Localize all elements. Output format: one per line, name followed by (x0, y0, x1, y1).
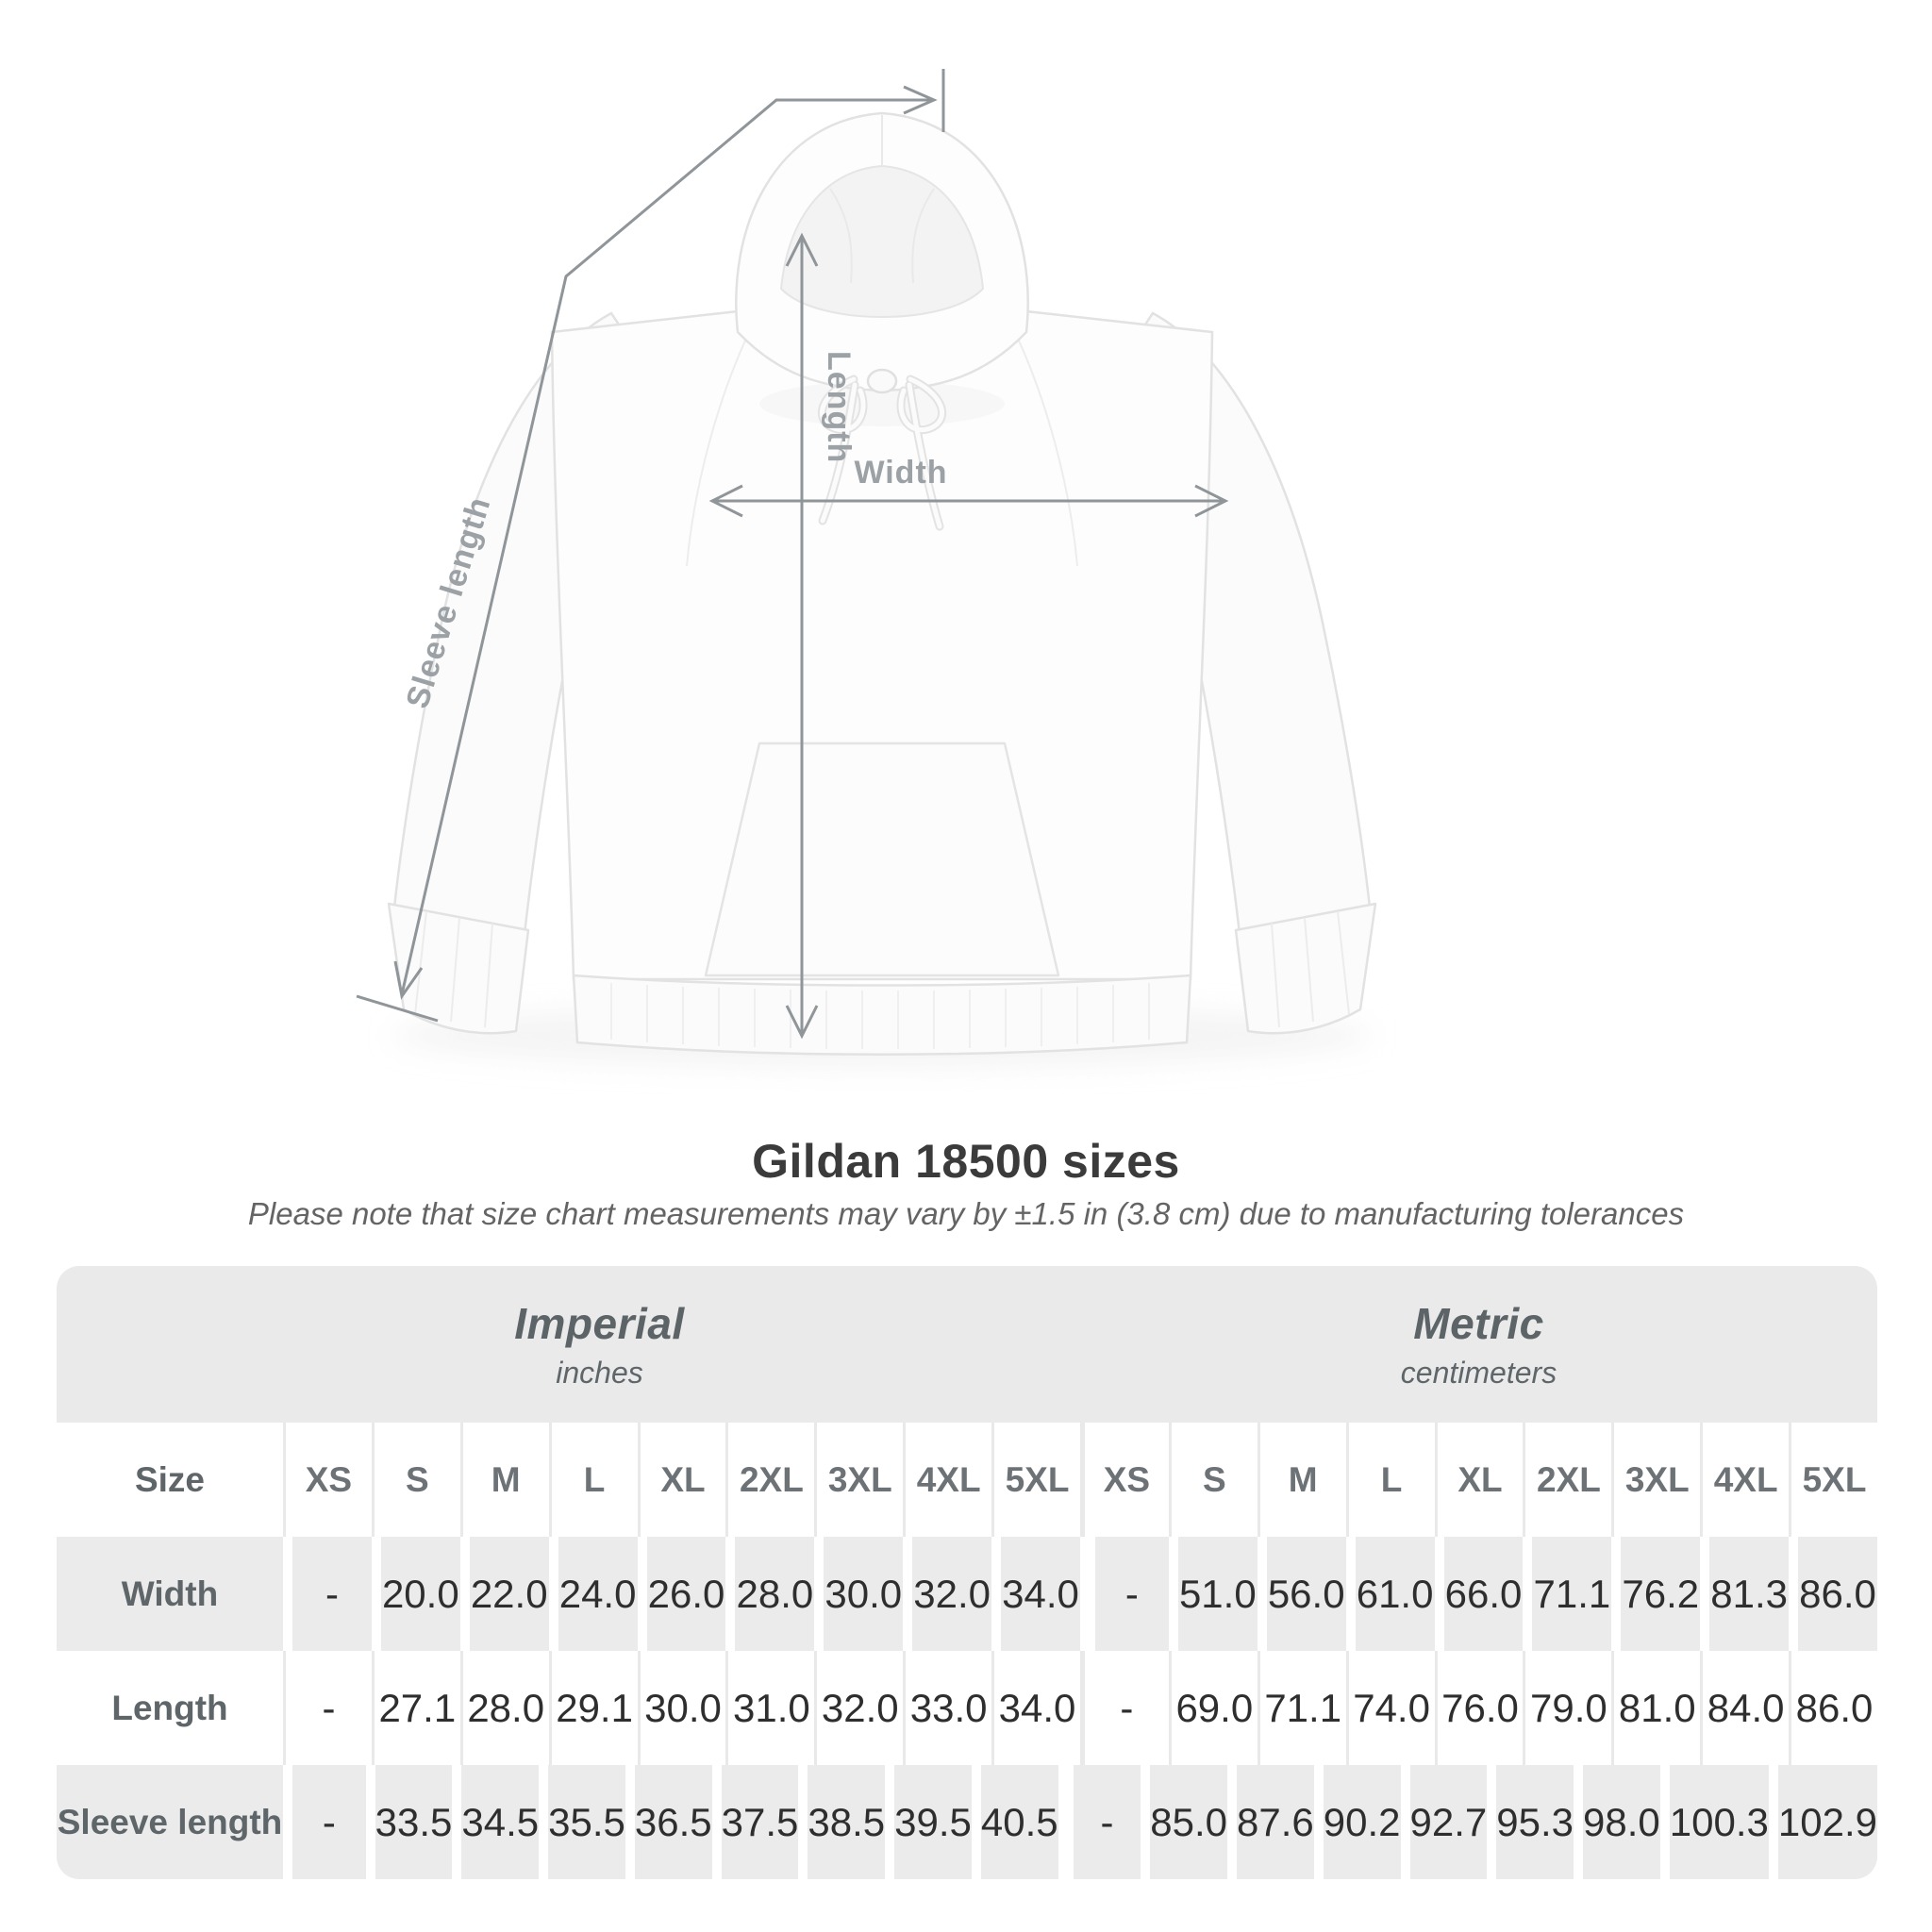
value-cell: 38.5 (798, 1765, 885, 1879)
value-cell: - (1080, 1537, 1169, 1651)
value-cell: 27.1 (372, 1651, 460, 1765)
value-cell: 29.1 (549, 1651, 638, 1765)
metric-title: Metric (1413, 1299, 1544, 1348)
value-cell: - (1080, 1651, 1169, 1765)
size-col-header: XS (283, 1423, 372, 1537)
size-col-header: XS (1080, 1423, 1169, 1537)
width-label: Width (854, 455, 948, 491)
value-cell: 37.5 (712, 1765, 799, 1879)
value-cell: 84.0 (1700, 1651, 1789, 1765)
value-cell: 98.0 (1574, 1765, 1660, 1879)
size-col-header: 2XL (725, 1423, 814, 1537)
value-cell: 100.3 (1660, 1765, 1769, 1879)
value-cell: 30.0 (814, 1537, 903, 1651)
value-cell: 76.2 (1611, 1537, 1700, 1651)
value-cell: 102.9 (1769, 1765, 1877, 1879)
length-label: Length (821, 351, 857, 464)
value-cell: 92.7 (1401, 1765, 1488, 1879)
value-cell: 95.3 (1487, 1765, 1574, 1879)
value-cell: 76.0 (1435, 1651, 1524, 1765)
hem-band (574, 975, 1191, 1055)
value-cell: 86.0 (1789, 1537, 1877, 1651)
size-col-header: M (460, 1423, 549, 1537)
value-cell: 32.0 (814, 1651, 903, 1765)
table-row-length (57, 1651, 1877, 1765)
value-cell: 34.0 (991, 1651, 1080, 1765)
value-cell: 74.0 (1346, 1651, 1435, 1765)
size-col-header: 3XL (814, 1423, 903, 1537)
value-cell: 32.0 (903, 1537, 991, 1651)
value-cell: 33.5 (366, 1765, 453, 1879)
size-col-header: XL (638, 1423, 726, 1537)
value-cell: 34.0 (991, 1537, 1080, 1651)
value-cell: 81.0 (1611, 1651, 1700, 1765)
value-cell: 69.0 (1169, 1651, 1257, 1765)
row-label: Sleeve length (57, 1802, 283, 1841)
size-col-header: 2XL (1523, 1423, 1611, 1537)
size-col-header: 4XL (903, 1423, 991, 1537)
value-cell: 40.5 (972, 1765, 1058, 1879)
value-cell: 81.3 (1700, 1537, 1789, 1651)
row-label: Length (111, 1688, 228, 1727)
value-cell: 39.5 (885, 1765, 972, 1879)
value-cell: 51.0 (1169, 1537, 1257, 1651)
value-cell: 35.5 (539, 1765, 625, 1879)
metric-section-header (1080, 1266, 1877, 1423)
size-col-header: S (372, 1423, 460, 1537)
value-cell: 34.5 (452, 1765, 539, 1879)
size-header-row (57, 1423, 1877, 1537)
value-cell: 20.0 (372, 1537, 460, 1651)
size-col-header: M (1257, 1423, 1346, 1537)
value-cell: 24.0 (549, 1537, 638, 1651)
value-cell: 28.0 (725, 1537, 814, 1651)
value-cell: 71.1 (1257, 1651, 1346, 1765)
value-cell: 61.0 (1346, 1537, 1435, 1651)
value-cell: 90.2 (1314, 1765, 1401, 1879)
size-col-header: 4XL (1700, 1423, 1789, 1537)
imperial-unit: inches (556, 1356, 643, 1390)
value-cell: 30.0 (638, 1651, 726, 1765)
size-col-header: S (1169, 1423, 1257, 1537)
page-subtitle: Please note that size chart measurements may vary by ±1.5 in (3.8 cm) due to manufacturing tolerances (247, 1196, 1685, 1231)
size-col-header: L (1346, 1423, 1435, 1537)
row-label: Width (121, 1574, 219, 1613)
value-cell: - (283, 1537, 372, 1651)
value-cell: - (1058, 1765, 1141, 1879)
value-cell: 71.1 (1523, 1537, 1611, 1651)
imperial-title: Imperial (514, 1299, 685, 1348)
value-cell: 28.0 (460, 1651, 549, 1765)
value-cell: 86.0 (1789, 1651, 1877, 1765)
value-cell: 56.0 (1257, 1537, 1346, 1651)
size-col-header: 5XL (991, 1423, 1080, 1537)
table-row-sleeve-length (57, 1765, 1877, 1879)
sleeve-length-label: Sleeve length (399, 492, 498, 713)
value-cell: - (283, 1651, 372, 1765)
size-header-label: Size (134, 1459, 206, 1499)
value-cell: 79.0 (1523, 1651, 1611, 1765)
size-table (57, 1266, 1877, 1879)
table-row-width (57, 1537, 1877, 1651)
value-cell: 31.0 (725, 1651, 814, 1765)
value-cell: - (283, 1765, 366, 1879)
kangaroo-pocket (706, 743, 1058, 975)
value-cell: 66.0 (1435, 1537, 1524, 1651)
value-cell: 22.0 (460, 1537, 549, 1651)
value-cell: 26.0 (638, 1537, 726, 1651)
size-col-header: L (549, 1423, 638, 1537)
value-cell: 87.6 (1227, 1765, 1314, 1879)
value-cell: 85.0 (1141, 1765, 1227, 1879)
size-col-header: 3XL (1611, 1423, 1700, 1537)
size-col-header: XL (1435, 1423, 1524, 1537)
value-cell: 36.5 (625, 1765, 712, 1879)
metric-unit: centimeters (1400, 1356, 1557, 1390)
value-cell: 33.0 (903, 1651, 991, 1765)
unit-band (57, 1266, 1877, 1423)
drawstring-knot (868, 370, 896, 392)
page-title: Gildan 18500 sizes (752, 1135, 1180, 1188)
imperial-section-header (57, 1266, 1080, 1423)
size-col-header: 5XL (1789, 1423, 1877, 1537)
